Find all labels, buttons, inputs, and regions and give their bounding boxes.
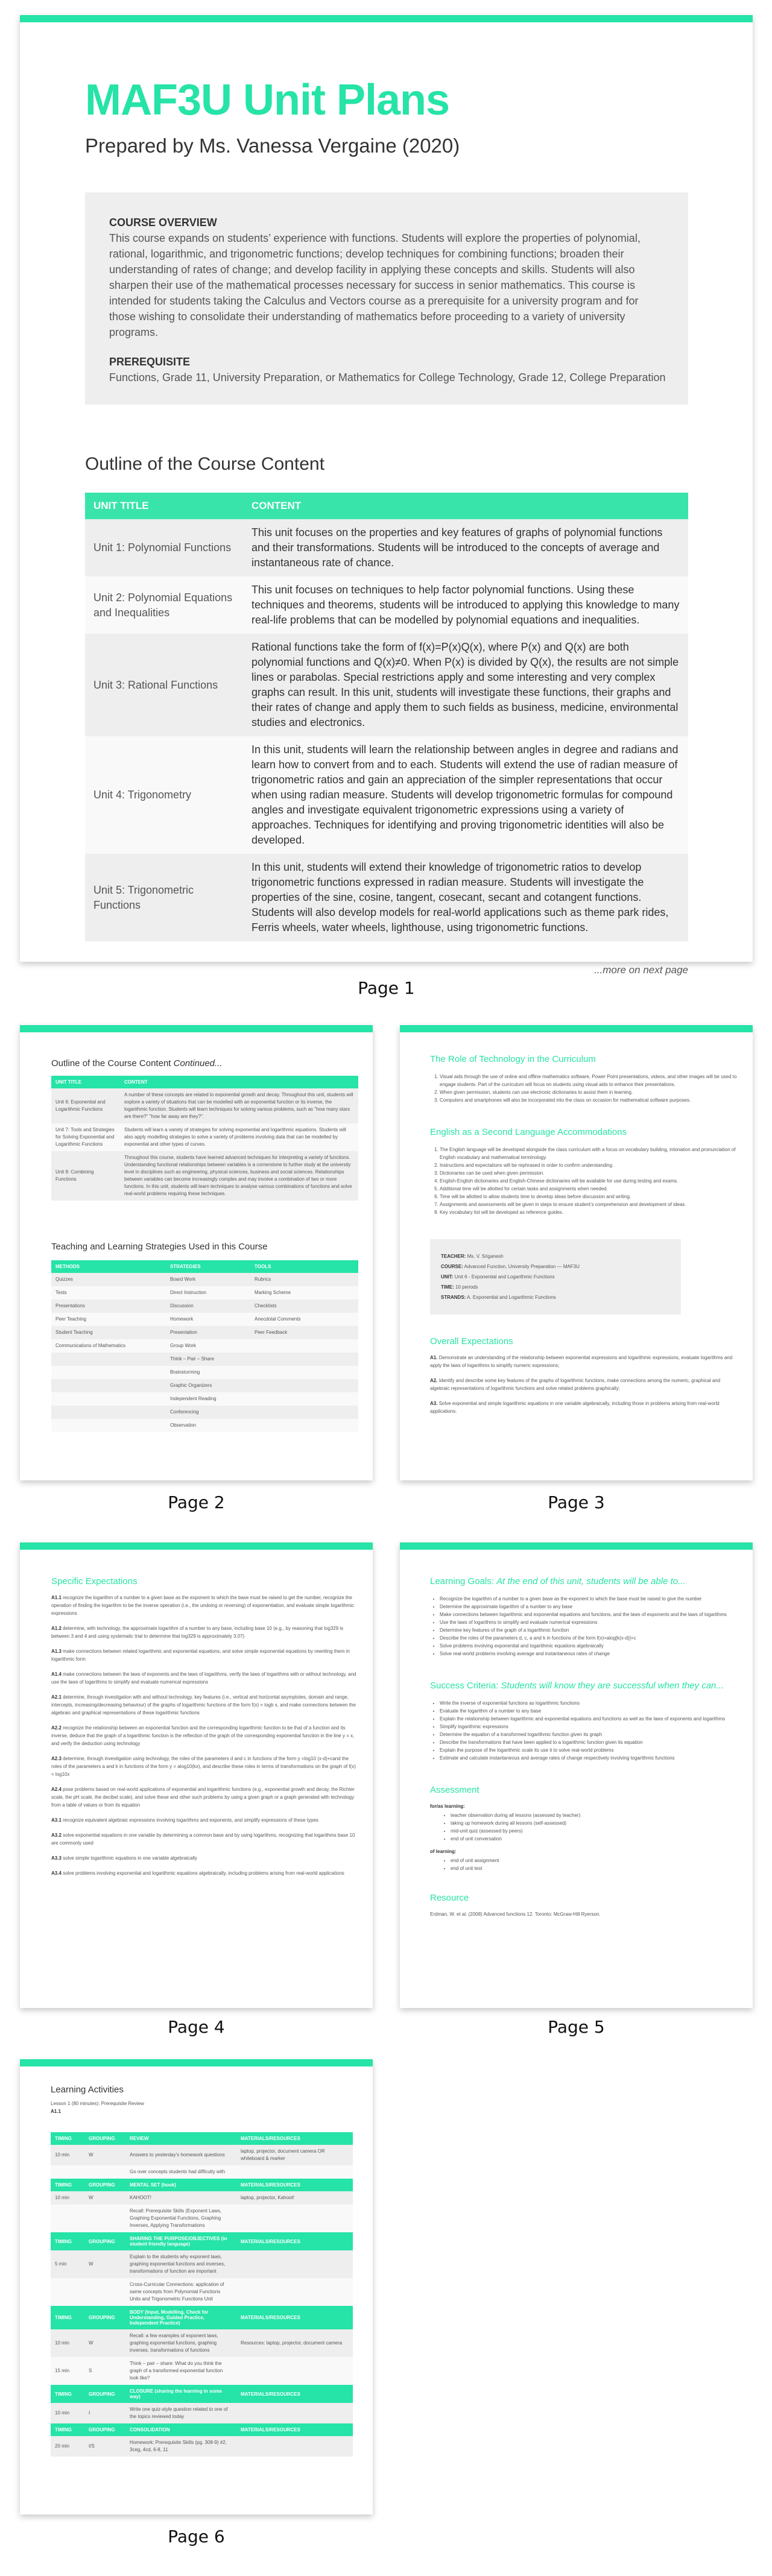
expectation-a3: A3. Solve exponential and simple logarithmic equations in one variable algebraically, including those in problems arising from real-world applications. <box>430 1401 720 1414</box>
page-2-label: Page 2 <box>168 1492 225 1512</box>
info-teacher: TEACHER: Ms. V. Sriganesh <box>441 1254 504 1259</box>
page-4-card <box>20 1542 373 2008</box>
list-item: 4. English-English dictionaries and English-Chinese dictionaries will be available for use during testing and exams. <box>440 1177 738 1185</box>
table-row: 20 min I/S Homework: Prerequisite Skills (pg. 308-9) #2, 3ceg, 4cd, 6-8, 11 <box>51 2436 353 2457</box>
expectation-a1: A1. Demonstrate an understanding of the relationship between exponential expressions and logarithmic expressions, evaluate logarithms and apply the laws of logarithms to simplify numeric expressions; <box>430 1355 733 1368</box>
list-item: 1. The English language will be developed alongside the class curriculum with a focus on vocabulary building, intonation and pronunciation of English vocabulary and mathematical terminology. <box>440 1146 738 1161</box>
list-item: • Make connections between logarithmic and exponential equations and functions, and the laws of exponents and the laws of logarithms <box>440 1611 738 1618</box>
list-item: • Solve real-world problems involving average and instantaneous rates of change <box>440 1650 738 1658</box>
outline-continued-title: Outline of the Course Content Continued... <box>51 1058 223 1069</box>
overview-text: This course expands on students’ experience with functions. Students will explore the properties of polynomial, rational, logarithmic, and trigonometric functions; develop techniques for combining functions; broaden their understanding of rates of change; and develop facility in applying these concepts and skills. Students will also sharpen their use of the mathematical processes necessary for success in senior mathematics. This course is intended for students taking the Calculus and Vectors course as a prerequisite for a university program and for those wishing to consolidate their understanding of mathematics before proceeding to a variety of university programs. <box>109 232 641 338</box>
table-row: Conferencing <box>51 1406 358 1419</box>
prerequisite-heading: PREREQUISITE <box>109 356 191 368</box>
unit-content: In this unit, students will learn the relationship between angles in degree and radians and learn how to convert from and to each. Students will extend the use of radian measure of trigonometric ratios and gain an appreciation of the simpler representations that occur when using radian measure. Students will develop trigonometric formulas for compound angles and investigate equivalent trigonometric expressions using a variety of approaches. Techniques for identifying and proving trigonometric identities will also be developed. <box>243 736 688 854</box>
of-learning-list <box>430 1857 738 1872</box>
lesson-expectation: A1.1 <box>51 2109 61 2114</box>
table-row: Observation <box>51 1419 358 1432</box>
table-row <box>85 634 688 736</box>
table-row: Think – Pair – Share <box>51 1353 358 1366</box>
list-item: 1. Visual aids through the use of online and offline mathematics software, Power Point presentations, videos, and other images will be used to engage students. Part of the curriculum will focus on students using visual aids to enhance their presentations. <box>440 1073 738 1088</box>
list-item: 8. Key vocabulary list will be developed as reference guides. <box>440 1208 738 1216</box>
list-item: 7. Assignments and assessments will be given in steps to ensure student’s comprehension and development of ideas. <box>440 1201 738 1208</box>
table-row: 10 min W Answers to yesterday’s homework questions laptop, projector, document camera OR whiteboard & marker <box>51 2145 353 2165</box>
assessment-title: Assessment <box>430 1785 479 1795</box>
table-row: Tests Direct Instruction Marking Scheme <box>51 1286 358 1299</box>
col-unit-title: UNIT TITLE <box>85 493 243 519</box>
esl-title: English as a Second Language Accommodations <box>430 1127 627 1137</box>
specific-expectations-title: Specific Expectations <box>51 1576 138 1586</box>
technology-title: The Role of Technology in the Curriculum <box>430 1054 596 1064</box>
list-item: • end of unit conversation <box>451 1835 738 1843</box>
table-row: 10 min W KAHOOT! laptop, projector, Kahoot! <box>51 2191 353 2205</box>
table-row <box>85 519 688 576</box>
col-unit-title: UNIT TITLE <box>51 1076 120 1088</box>
info-course: COURSE: Advanced Function, University Preparation — MAF3U <box>441 1264 580 1269</box>
table-row <box>85 576 688 634</box>
course-overview-box <box>85 192 688 405</box>
col-content: CONTENT <box>243 493 688 519</box>
list-item: • Determine the equation of a transformed logarithmic function given its graph <box>440 1731 738 1738</box>
list-item: 5. Additional time will be allotted for certain tasks and assignments when needed. <box>440 1185 738 1193</box>
col-strategies: STRATEGIES <box>166 1260 250 1273</box>
list-item: • Write the inverse of exponential functions as logarithmic functions <box>440 1699 738 1707</box>
table-row: Independent Reading <box>51 1392 358 1406</box>
list-item: • Explain the purpose of the logarithmic scale its use it to solve real-world problems <box>440 1746 738 1754</box>
col-content: CONTENT <box>120 1076 358 1088</box>
more-on-next-page-note: ...more on next page <box>594 964 688 976</box>
list-item: 6. Time will be allotted to allow students time to develop ideas before discussion and writing. <box>440 1193 738 1201</box>
list-item: 2. Instructions and expectations will be rephrased in order to confirm understanding. <box>440 1161 738 1169</box>
info-strands: STRANDS: A. Exponential and Logarithmic Functions <box>441 1295 556 1300</box>
expectation-item: A2.1 determine, through investigation with and without technology, key features (i.e., vertical and horizontal asymptotes, domain and range, intercepts, increasing/decreasing behaviour) of the graphs of logarithmic functions of the form f(x) = logb x, and make connections between the algebraic and graphical representations of these logarithmic functions <box>51 1694 356 1716</box>
unit-content: In this unit, students will extend their knowledge of trigonometric ratios to develop trigonometric functions expressed in radian measure. Students will investigate the properties of the sine, cosine, tangent, cosecant, secant and cotangent functions. Students will also develop models for real-world applications such as theme park rides, Ferris wheels, water wheels, lighthouse, using trigonometric functions. <box>243 854 688 941</box>
list-item: • end of unit assignment <box>451 1857 738 1864</box>
table-row: Unit 7: Tools and Strategies for Solving Exponential and Logarithmic Functions Students will learn a variety of strategies for solving exponential and logarithmic equations. Students will also apply modelling strategies to solve a variety of problems involving data that can be modelled by exponential and other types of curves. <box>51 1123 358 1151</box>
table-row: 5 min W Explain to the students why exponent laws, graphing exponential functions and inverses, transformations of function are important <box>51 2250 353 2278</box>
unit-title: Unit 2: Polynomial Equations and Inequalities <box>85 576 243 634</box>
table-row: Cross-Curricular Connections: application of same concepts from Polynomial Functions Units and Trigonometric Functions Unit <box>51 2278 353 2306</box>
unit-title: Unit 5: Trigonometric Functions <box>85 854 243 941</box>
outline-title: Outline of the Course Content <box>85 454 324 474</box>
table-row: Go over concepts students had difficulty with <box>51 2165 353 2179</box>
list-item: • Evaluate the logarithm of a number to any base <box>440 1707 738 1715</box>
expectation-item: A1.4 make connections between the laws of exponents and the laws of logarithms, verify the laws of logarithms with or without technology, and use the laws of logarithms to simplify and evaluate numerical expressions <box>51 1672 356 1685</box>
page-6-label: Page 6 <box>168 2527 225 2546</box>
table-row: Quizzes Board Work Rubrics <box>51 1273 358 1286</box>
list-item: 3. Dictionaries can be used when given permission. <box>440 1169 738 1177</box>
overview-heading: COURSE OVERVIEW <box>109 216 217 229</box>
expectation-item: A3.3 solve simple logarithmic equations in one variable algebraically <box>51 1855 197 1861</box>
page-3-card <box>400 1025 753 1480</box>
unit-content: This unit focuses on the properties and key features of graphs of polynomial functions and their transformations. Students will be introduced to the concepts of average and instantaneous rate of chance. <box>243 519 688 576</box>
table-row <box>85 854 688 941</box>
document-title: MAF3U Unit Plans <box>85 76 450 124</box>
success-criteria-title: Success Criteria: Students will know they are successful when they can... <box>430 1681 724 1691</box>
expectation-item: A1.2 determine, with technology, the approximate logarithm of a number to any base, including base 10 (e.g., by reasoning that log329 is between 3 and 4 and using systematic trial to determine that log329 is approximately 3.07) <box>51 1626 344 1639</box>
list-item: • Simplify logarithmic expressions <box>440 1723 738 1731</box>
unit-info-box <box>430 1239 681 1315</box>
expectation-item: A1.1 recognize the logarithm of a number to a given base as the exponent to which the base must be raised to get the number, recognize the operation of finding the logarithm to be the inverse operation (i.e., the undoing or reversing) of exponentiation, and evaluate simple logarithmic expressions <box>51 1595 355 1616</box>
expectation-item: A3.4 solve problems involving exponential and logarithmic equations algebraically, including problems arising from real-world applications <box>51 1870 344 1876</box>
list-item: • Describe the roles of the parameters d, c, a and k in functions of the form f(x)=alog[k(x-d)]+c <box>440 1634 738 1642</box>
overall-expectations-title: Overall Expectations <box>430 1336 513 1346</box>
resource-citation: Erdman, W. et al. (2008) Advanced functions 12. Toronto: McGraw-Hill Ryerson. <box>430 1911 601 1917</box>
unit-content: This unit focuses on techniques to help factor polynomial functions. Using these techniques and theorems, students will be introduced to applying this knowledge to many real-life problems that can be modelled by polynomial equations and inequalities. <box>243 576 688 634</box>
learning-goals-list <box>430 1595 738 1658</box>
page-2-card <box>20 1025 373 1480</box>
expectation-item: A2.3 determine, through investigation using technology, the roles of the parameters d and c in functions of the form y =log10 (x-d)+cand the roles of the parameters a and k in functions of the form y = alog10(kx), and describe these roles in terms of transformations on the graph of f(x) = log10x <box>51 1756 356 1777</box>
page-1-label: Page 1 <box>358 978 415 998</box>
strategies-table <box>51 1260 358 1432</box>
expectation-item: A3.2 solve exponential equations in one variable by determining a common base and by using logarithms, recognizing that logarithms base 10 are commonly used <box>51 1833 355 1846</box>
expectation-a2: A2. Identify and describe some key features of the graphs of logarithmic functions, make connections among the numeric, graphical and algebraic representations of logarithmic functions and solve related problems graphically; <box>430 1378 721 1391</box>
expectation-item: A2.2 recognize the relationship between an exponential function and the corresponding logarithmic function to be that of a function and its inverse, deduce that the graph of a logarithmic function is the reflection of the graph of the corresponding exponential function in the line y = x, and verify the deduction using technology <box>51 1725 355 1746</box>
table-row: 10 min I Write one quiz-style question related to one of the topics reviewed today <box>51 2403 353 2423</box>
strategies-title: Teaching and Learning Strategies Used in this Course <box>51 1242 268 1252</box>
table-row: 10 min W Recall: a few examples of exponent laws, graphing exponential functions, graphing inverses, transformations of functions Resources: laptop, projector, document camera <box>51 2329 353 2357</box>
list-item: • taking up homework during all lessons (self-assessed) <box>451 1819 738 1827</box>
list-item: • teacher observation during all lessons (assessed by teacher) <box>451 1811 738 1819</box>
list-item: • Estimate and calculate instantaneous and average rates of change respectively involving logarithmic functions <box>440 1754 738 1762</box>
page-3-label: Page 3 <box>548 1492 605 1512</box>
expectation-item: A3.1 recognize equivalent algebraic expressions involving logarithms and exponents, and simplify expressions of these types <box>51 1817 318 1823</box>
page-1-card <box>20 15 753 976</box>
table-row: Recall: Prerequisite Skills (Exponent Laws, Graphing Exponential Functions, Graphing Inverses, Applying Transformations <box>51 2205 353 2232</box>
list-item: 2. When given permission, students can use electronic dictionaries to assist them in learning. <box>440 1088 738 1096</box>
table-row: Unit 8: Combining Functions Throughout this course, students have learned advanced techniques for interpreting a variety of functions. Understanding functional relationships between variables is a cornerstone to further study at the university level in disciplines such as engineering, physical sciences, business and social sciences. Relationships between variables can become increasingly complex and may involve a combination of two or more functions. In this unit, students will learn techniques to analyse various combinations of functions and solve real-world problems requiring these techniques. <box>51 1151 358 1201</box>
table-row: Graphic Organizers <box>51 1379 358 1392</box>
list-item: 3. Computers and smartphones will also be incorporated into the class on occasion for mathematical software purposes. <box>440 1096 738 1104</box>
page-4-label: Page 4 <box>168 2017 225 2037</box>
expectation-item: A1.3 make connections between related logarithmic and exponential equations, and solve simple exponential equations by rewriting them in logarithmic form <box>51 1649 350 1662</box>
unit-content: Rational functions take the form of f(x)=P(x)Q(x), where P(x) and Q(x) are both polynomial functions and Q(x)≠0. When P(x) is divided by Q(x), the results are not simple lines or parabolas. Special restrictions apply and some interesting and very complex graphs can result. In this unit, students will investigate these functions, their graphs and their rates of change and apply them to such fields as business, medicine, environmental studies and electronics. <box>243 634 688 736</box>
unit-title: Unit 3: Rational Functions <box>85 634 243 736</box>
table-row: Unit 6: Exponential and Logarithmic Functions A number of these concepts are related to exponential growth and decay. Throughout this unit, students will explore a variety of situations that can be modelled with an exponential function or its inverse, the logarithmic function. Students will learn techniques for solving various problems, such as "how many stars are there?" "how far away are they?". <box>51 1088 358 1123</box>
success-criteria-list <box>430 1699 738 1762</box>
list-item: • Determine key features of the graph of a logarithmic function <box>440 1626 738 1634</box>
table-row: Presentations Discussion Checklists <box>51 1299 358 1313</box>
table-row: Brainstorming <box>51 1366 358 1379</box>
table-row: Student Teaching Presentation Peer Feedback <box>51 1326 358 1339</box>
technology-list <box>430 1073 738 1104</box>
col-tools: TOOLS <box>250 1260 358 1273</box>
list-item: • Recognize the logarithm of a number to a given base as the exponent to which the base must be raised to give the number <box>440 1595 738 1603</box>
list-item: • Explain the relationship between logarithmic and exponential equations and functions as well as the laws of exponents and logarithms <box>440 1715 738 1723</box>
info-unit: UNIT: Unit 6 - Exponential and Logarithmic Functions <box>441 1274 555 1280</box>
table-row: Communications of Mathematics Group Work <box>51 1339 358 1353</box>
list-item: • Determine the approximate logarithm of a number to any base <box>440 1603 738 1611</box>
learning-goals-title: Learning Goals: At the end of this unit, students will be able to... <box>430 1576 686 1586</box>
table-row: Peer Teaching Homework Anecdotal Comments <box>51 1313 358 1326</box>
list-item: • Solve problems involving exponential and logarithmic equations algebraically <box>440 1642 738 1650</box>
col-methods: METHODS <box>51 1260 166 1273</box>
unit-title: Unit 1: Polynomial Functions <box>85 519 243 576</box>
page-6-card <box>20 2059 373 2514</box>
table-row: 15 min S Think – pair – share: What do you think the graph of a transformed exponential function look like? <box>51 2357 353 2385</box>
expectation-item: A2.4 pose problems based on real-world applications of exponential and logarithmic functions (e.g., exponential growth and decay, the Richter scale, the pH scale, the decibel scale), and solve these and other such problems by using a given graph or a graph generated with technology from a table of values or from its equation <box>51 1787 355 1808</box>
info-time: TIME: 10 periods <box>441 1284 478 1290</box>
units-table <box>85 493 688 941</box>
resource-title: Resource <box>430 1893 469 1903</box>
prerequisite-text: Functions, Grade 11, University Preparation, or Mathematics for College Technology, Grade 12, College Preparation <box>109 371 666 384</box>
units-table-continued <box>51 1076 358 1201</box>
lesson-label: Lesson 1 (80 minutes): Prerequisite Review <box>51 2101 144 2106</box>
table-row <box>85 736 688 854</box>
esl-list <box>430 1146 738 1216</box>
document-subtitle: Prepared by Ms. Vanessa Vergaine (2020) <box>85 134 460 157</box>
list-item: • Describe the transformations that have been applied to a logarithmic function given its equation <box>440 1738 738 1746</box>
list-item: • Use the laws of logarithms to simplify and evaluate numerical expressions <box>440 1618 738 1626</box>
page-5-card <box>400 1542 753 2008</box>
of-learning-label: of learning: <box>430 1849 457 1854</box>
unit-title: Unit 4: Trigonometry <box>85 736 243 854</box>
page-5-label: Page 5 <box>548 2017 605 2037</box>
list-item: • mid-unit quiz (assessed by peers) <box>451 1827 738 1835</box>
list-item: • end of unit test <box>451 1864 738 1872</box>
lesson-plan-table: TIMING GROUPING REVIEW MATERIALS/RESOURCES 10 min W Answers to yesterday’s homework questions laptop, projector, document camera OR whiteboard & marker Go over concepts students had difficulty with TIMING GROUPING MENTAL SET (hook) MATERIALS/RESOURCES 10 min W KAHOOT! laptop, projector, Kahoot! Recall: Prerequisite Skills (Exponent Laws, Graphing Exponential Functions, Graphing Inverses, Applying Transformations TIMING GROUPING SHARING THE PURPOSE/OBJECTIVES (in student friendly language) MATERIALS/RESOURCES 5 min W Explain to the students why exponent laws, graphing exponential functions and inverses, transformations of function are important Cross-Curricular Connections: application of same concepts from Polynomial Functions Units and Trigonometric Functions Unit TIMING GROUPING BODY (Input, Modelling, Check for Understanding, Guided Practice, Independent Practice) MATERIALS/RESOURCES 10 min W Recall: a few examples of exponent laws, graphing exponential functions, graphing inverses, transformations of functions Resources: laptop, projector, document camera 15 min S Think – pair – share: What do you think the graph of a transformed exponential function look like? TIMING GROUPING CLOSURE (sharing the learning in some way) MATERIALS/RESOURCES 10 min I Write one quiz-style question related to one of the topics reviewed today TIMING GROUPING CONSOLIDATION MATERIALS/RESOURCES 20 min I/S Homework: Prerequisite Skills (pg. 308-9) #2, 3ceg, 4cd, 6-8, 11 <box>51 2132 353 2457</box>
for-as-learning-label: for/as learning: <box>430 1804 465 1809</box>
for-as-learning-list <box>430 1811 738 1843</box>
learning-activities-title: Learning Activities <box>51 2085 124 2095</box>
